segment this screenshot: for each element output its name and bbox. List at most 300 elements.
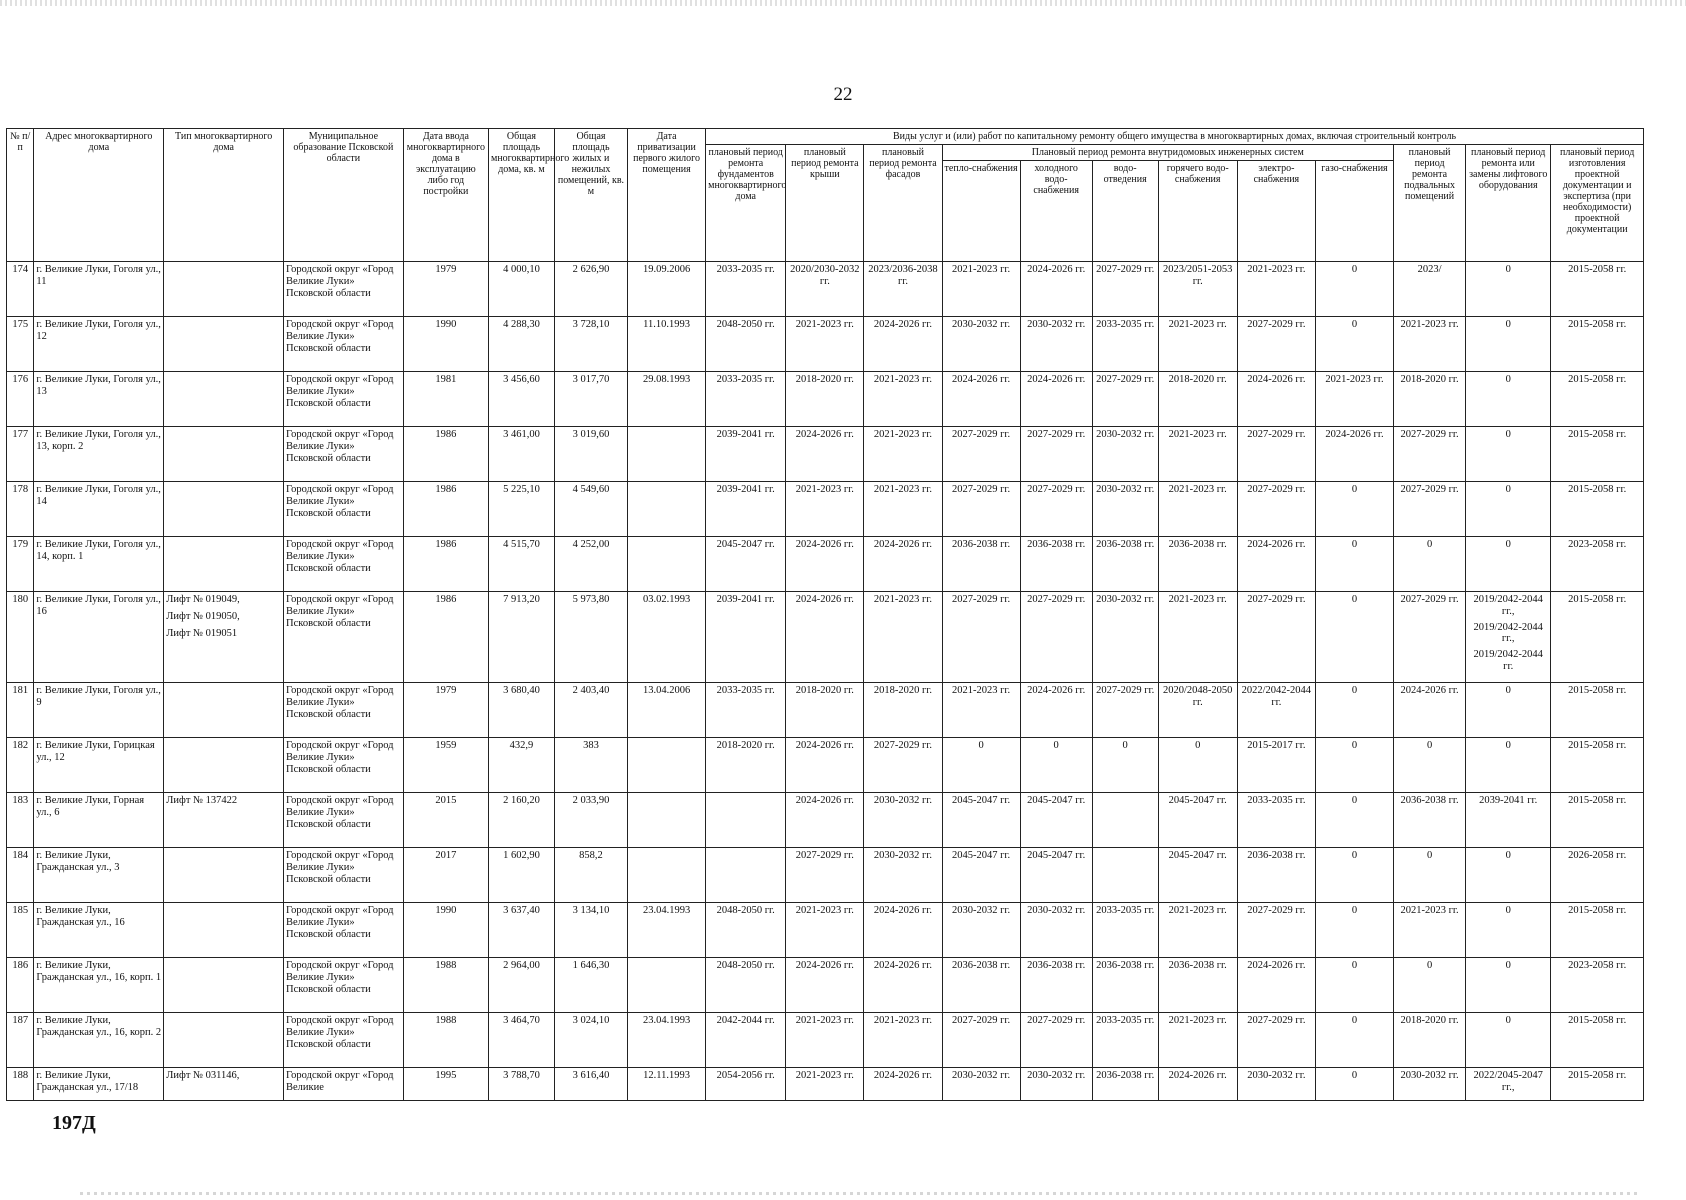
cell-heat: 2030-2032 гг.	[942, 317, 1020, 372]
cell-documentation: 2015-2058 гг.	[1551, 1068, 1644, 1101]
cell-privatization: 19.09.2006	[628, 262, 706, 317]
cell-electric: 2027-2029 гг.	[1237, 592, 1315, 683]
cell-foundation: 2048-2050 гг.	[706, 903, 786, 958]
cell-foundation: 2039-2041 гг.	[706, 427, 786, 482]
cell-facade: 2027-2029 гг.	[864, 738, 942, 793]
cell-facade: 2021-2023 гг.	[864, 482, 942, 537]
cell-heat: 2027-2029 гг.	[942, 592, 1020, 683]
cell-drainage: 2033-2035 гг.	[1092, 1013, 1158, 1068]
cell-type	[164, 1068, 284, 1101]
cell-total-area: 2 964,00	[488, 958, 554, 1013]
cell-hot-water: 2021-2023 гг.	[1158, 317, 1237, 372]
cell-electric: 2030-2032 гг.	[1237, 1068, 1315, 1101]
cell-gas: 2024-2026 гг.	[1315, 427, 1393, 482]
cell-elevator	[1466, 317, 1551, 372]
cell-documentation: 2015-2058 гг.	[1551, 903, 1644, 958]
table-row	[7, 793, 1644, 848]
cell-gas: 2021-2023 гг.	[1315, 372, 1393, 427]
cell-electric: 2027-2029 гг.	[1237, 903, 1315, 958]
cell-roof: 2024-2026 гг.	[786, 427, 864, 482]
cell-privatization: 13.04.2006	[628, 683, 706, 738]
cell-hot-water: 2023/2051-2053 гг.	[1158, 262, 1237, 317]
cell-hot-water: 2021-2023 гг.	[1158, 427, 1237, 482]
cell-gas: 0	[1315, 738, 1393, 793]
cell-drainage: 2027-2029 гг.	[1092, 683, 1158, 738]
cell-living-area: 3 017,70	[554, 372, 627, 427]
cell-foundation	[706, 848, 786, 903]
cell-living-area: 5 973,80	[554, 592, 627, 683]
cell-elevator	[1466, 592, 1551, 683]
cell-foundation: 2033-2035 гг.	[706, 683, 786, 738]
cell-num: 187	[7, 1013, 34, 1068]
cell-address: г. Великие Луки, Гоголя ул., 9	[34, 683, 164, 738]
cell-cold-water: 0	[1020, 738, 1092, 793]
cell-address: г. Великие Луки, Горная ул., 6	[34, 793, 164, 848]
header-privatization: Дата приватизации первого жилого помещения	[628, 129, 706, 262]
cell-cold-water: 2027-2029 гг.	[1020, 427, 1092, 482]
cell-drainage	[1092, 793, 1158, 848]
cell-documentation: 2015-2058 гг.	[1551, 738, 1644, 793]
cell-heat: 2045-2047 гг.	[942, 848, 1020, 903]
elevator-period: 0	[1505, 264, 1511, 275]
cell-total-area: 3 461,00	[488, 427, 554, 482]
cell-num: 176	[7, 372, 34, 427]
scan-edge-top	[0, 0, 1686, 6]
cell-documentation: 2015-2058 гг.	[1551, 372, 1644, 427]
cell-living-area: 4 549,60	[554, 482, 627, 537]
header-heat: тепло-снабжения	[942, 161, 1020, 262]
lift-id: Лифт № 019050,	[166, 610, 240, 622]
cell-privatization	[628, 848, 706, 903]
cell-gas: 0	[1315, 848, 1393, 903]
cell-address: г. Великие Луки, Гоголя ул., 12	[34, 317, 164, 372]
footer-code: 197Д	[52, 1112, 96, 1134]
cell-facade: 2024-2026 гг.	[864, 903, 942, 958]
cell-drainage: 2027-2029 гг.	[1092, 372, 1158, 427]
cell-basement: 2036-2038 гг.	[1394, 793, 1466, 848]
table-row	[7, 1013, 1644, 1068]
elevator-period: 2019/2042-2044 гг.	[1473, 649, 1543, 672]
cell-total-area: 3 637,40	[488, 903, 554, 958]
table-row	[7, 1068, 1644, 1101]
cell-num: 177	[7, 427, 34, 482]
cell-drainage: 2030-2032 гг.	[1092, 482, 1158, 537]
cell-roof: 2018-2020 гг.	[786, 372, 864, 427]
cell-electric: 2015-2017 гг.	[1237, 738, 1315, 793]
lift-id: Лифт № 019051	[166, 627, 238, 639]
cell-type	[164, 482, 284, 537]
cell-cold-water: 2024-2026 гг.	[1020, 683, 1092, 738]
cell-year: 1979	[403, 683, 488, 738]
cell-documentation: 2015-2058 гг.	[1551, 317, 1644, 372]
repair-schedule-table	[6, 128, 1644, 1101]
cell-privatization	[628, 793, 706, 848]
cell-num: 185	[7, 903, 34, 958]
header-engineering: Плановый период ремонта внутридомовых инженерных систем	[942, 145, 1394, 161]
header-address: Адрес многоквартирного дома	[34, 129, 164, 262]
cell-address: г. Великие Луки, Гоголя ул., 11	[34, 262, 164, 317]
cell-electric: 2021-2023 гг.	[1237, 262, 1315, 317]
cell-basement: 2030-2032 гг.	[1394, 1068, 1466, 1101]
cell-num: 188	[7, 1068, 34, 1101]
cell-drainage: 2030-2032 гг.	[1092, 427, 1158, 482]
cell-total-area: 3 456,60	[488, 372, 554, 427]
cell-facade: 2024-2026 гг.	[864, 958, 942, 1013]
cell-total-area: 2 160,20	[488, 793, 554, 848]
cell-foundation: 2039-2041 гг.	[706, 482, 786, 537]
cell-cold-water: 2036-2038 гг.	[1020, 958, 1092, 1013]
cell-cold-water: 2024-2026 гг.	[1020, 372, 1092, 427]
cell-privatization: 29.08.1993	[628, 372, 706, 427]
cell-foundation: 2042-2044 гг.	[706, 1013, 786, 1068]
header-services: Виды услуг и (или) работ по капитальному ремонту общего имущества в многоквартирных домах, включая строительный контроль	[706, 129, 1644, 145]
cell-elevator	[1466, 537, 1551, 592]
cell-basement: 2027-2029 гг.	[1394, 592, 1466, 683]
cell-roof: 2021-2023 гг.	[786, 1068, 864, 1101]
cell-total-area: 5 225,10	[488, 482, 554, 537]
lift-id: Лифт № 137422	[166, 795, 238, 806]
cell-hot-water: 2036-2038 гг.	[1158, 537, 1237, 592]
cell-year: 1981	[403, 372, 488, 427]
elevator-period: 0	[1505, 539, 1511, 550]
table-row	[7, 848, 1644, 903]
cell-roof: 2024-2026 гг.	[786, 793, 864, 848]
cell-type	[164, 958, 284, 1013]
cell-electric: 2036-2038 гг.	[1237, 848, 1315, 903]
cell-electric: 2027-2029 гг.	[1237, 1013, 1315, 1068]
cell-elevator	[1466, 427, 1551, 482]
elevator-period: 2022/2045-2047 гг.,	[1473, 1070, 1543, 1093]
cell-total-area: 1 602,90	[488, 848, 554, 903]
cell-roof: 2027-2029 гг.	[786, 848, 864, 903]
cell-cold-water: 2027-2029 гг.	[1020, 592, 1092, 683]
cell-gas: 0	[1315, 592, 1393, 683]
cell-hot-water: 2045-2047 гг.	[1158, 793, 1237, 848]
cell-elevator	[1466, 372, 1551, 427]
cell-hot-water: 2021-2023 гг.	[1158, 592, 1237, 683]
cell-documentation: 2015-2058 гг.	[1551, 262, 1644, 317]
cell-municipality: Городской округ «Город Великие Луки» Псковской области	[284, 958, 404, 1013]
cell-electric: 2033-2035 гг.	[1237, 793, 1315, 848]
cell-type	[164, 848, 284, 903]
cell-documentation: 2015-2058 гг.	[1551, 427, 1644, 482]
elevator-period: 0	[1505, 850, 1511, 861]
cell-total-area: 432,9	[488, 738, 554, 793]
cell-gas: 0	[1315, 1013, 1393, 1068]
elevator-period: 0	[1505, 960, 1511, 971]
cell-total-area: 3 464,70	[488, 1013, 554, 1068]
cell-type	[164, 793, 284, 848]
cell-year: 1986	[403, 537, 488, 592]
cell-facade: 2021-2023 гг.	[864, 427, 942, 482]
elevator-period: 2039-2041 гг.	[1479, 795, 1538, 806]
cell-foundation: 2018-2020 гг.	[706, 738, 786, 793]
cell-municipality: Городской округ «Город Великие Луки» Псковской области	[284, 683, 404, 738]
cell-heat: 2027-2029 гг.	[942, 1013, 1020, 1068]
cell-basement: 0	[1394, 537, 1466, 592]
cell-electric: 2022/2042-2044 гг.	[1237, 683, 1315, 738]
cell-year: 2017	[403, 848, 488, 903]
cell-elevator	[1466, 262, 1551, 317]
cell-documentation: 2023-2058 гг.	[1551, 537, 1644, 592]
cell-roof: 2020/2030-2032 гг.	[786, 262, 864, 317]
cell-drainage: 2036-2038 гг.	[1092, 537, 1158, 592]
cell-municipality: Городской округ «Город Великие Луки» Псковской области	[284, 482, 404, 537]
cell-basement: 0	[1394, 958, 1466, 1013]
scan-edge-bottom	[80, 1192, 1640, 1195]
elevator-period: 0	[1505, 429, 1511, 440]
cell-privatization: 23.04.1993	[628, 903, 706, 958]
header-roof: плановый период ремонта крыши	[786, 145, 864, 262]
table-row	[7, 903, 1644, 958]
cell-num: 181	[7, 683, 34, 738]
elevator-period: 2019/2042-2044 гг.,	[1473, 594, 1543, 617]
cell-hot-water: 0	[1158, 738, 1237, 793]
cell-drainage: 2036-2038 гг.	[1092, 1068, 1158, 1101]
table-row	[7, 482, 1644, 537]
cell-electric: 2027-2029 гг.	[1237, 317, 1315, 372]
cell-num: 182	[7, 738, 34, 793]
elevator-period: 0	[1505, 905, 1511, 916]
cell-living-area: 3 728,10	[554, 317, 627, 372]
cell-cold-water: 2030-2032 гг.	[1020, 1068, 1092, 1101]
cell-documentation: 2015-2058 гг.	[1551, 683, 1644, 738]
cell-address: г. Великие Луки, Гражданская ул., 16	[34, 903, 164, 958]
table-row	[7, 427, 1644, 482]
header-num: № п/п	[7, 129, 34, 262]
cell-type	[164, 537, 284, 592]
cell-year: 1979	[403, 262, 488, 317]
cell-municipality: Городской округ «Город Великие	[284, 1068, 404, 1101]
cell-cold-water: 2027-2029 гг.	[1020, 1013, 1092, 1068]
header-commission-date: Дата ввода многоквартирного дома в эксплуатацию либо год постройки	[403, 129, 488, 262]
cell-address: г. Великие Луки, Гражданская ул., 17/18	[34, 1068, 164, 1101]
cell-municipality: Городской округ «Город Великие Луки» Псковской области	[284, 537, 404, 592]
cell-electric: 2024-2026 гг.	[1237, 537, 1315, 592]
header-type: Тип многоквартирного дома	[164, 129, 284, 262]
cell-total-area: 4 288,30	[488, 317, 554, 372]
cell-num: 184	[7, 848, 34, 903]
cell-foundation: 2048-2050 гг.	[706, 958, 786, 1013]
cell-type	[164, 683, 284, 738]
cell-drainage: 2027-2029 гг.	[1092, 262, 1158, 317]
header-drainage: водо-отведения	[1092, 161, 1158, 262]
cell-cold-water: 2030-2032 гг.	[1020, 317, 1092, 372]
header-gas: газо-снабжения	[1315, 161, 1393, 262]
cell-heat: 2030-2032 гг.	[942, 903, 1020, 958]
cell-roof: 2021-2023 гг.	[786, 903, 864, 958]
cell-municipality: Городской округ «Город Великие Луки» Псковской области	[284, 1013, 404, 1068]
cell-type	[164, 738, 284, 793]
cell-municipality: Городской округ «Город Великие Луки» Псковской области	[284, 427, 404, 482]
cell-year: 1986	[403, 592, 488, 683]
cell-gas: 0	[1315, 903, 1393, 958]
cell-basement: 0	[1394, 738, 1466, 793]
cell-electric: 2027-2029 гг.	[1237, 427, 1315, 482]
cell-facade: 2021-2023 гг.	[864, 372, 942, 427]
table-row	[7, 683, 1644, 738]
cell-year: 1986	[403, 427, 488, 482]
cell-type	[164, 317, 284, 372]
lift-id: Лифт № 031146,	[166, 1070, 240, 1081]
cell-municipality: Городской округ «Город Великие Луки» Псковской области	[284, 372, 404, 427]
cell-facade: 2018-2020 гг.	[864, 683, 942, 738]
table-row	[7, 262, 1644, 317]
table-row	[7, 738, 1644, 793]
elevator-period: 0	[1505, 740, 1511, 751]
cell-foundation: 2045-2047 гг.	[706, 537, 786, 592]
cell-privatization: 03.02.1993	[628, 592, 706, 683]
table-body	[7, 262, 1644, 1101]
cell-gas: 0	[1315, 683, 1393, 738]
cell-documentation: 2015-2058 гг.	[1551, 1013, 1644, 1068]
cell-num: 179	[7, 537, 34, 592]
cell-cold-water: 2024-2026 гг.	[1020, 262, 1092, 317]
cell-address: г. Великие Луки, Гоголя ул., 13	[34, 372, 164, 427]
cell-drainage: 2030-2032 гг.	[1092, 592, 1158, 683]
cell-type	[164, 903, 284, 958]
cell-foundation	[706, 793, 786, 848]
cell-cold-water: 2045-2047 гг.	[1020, 848, 1092, 903]
cell-num: 183	[7, 793, 34, 848]
cell-roof: 2021-2023 гг.	[786, 482, 864, 537]
cell-facade: 2024-2026 гг.	[864, 317, 942, 372]
cell-elevator	[1466, 958, 1551, 1013]
cell-address: г. Великие Луки, Гражданская ул., 16, корп. 2	[34, 1013, 164, 1068]
cell-heat: 2021-2023 гг.	[942, 262, 1020, 317]
cell-total-area: 3 680,40	[488, 683, 554, 738]
cell-cold-water: 2045-2047 гг.	[1020, 793, 1092, 848]
header-basement: плановый период ремонта подвальных помещений	[1394, 145, 1466, 262]
cell-roof: 2024-2026 гг.	[786, 537, 864, 592]
cell-drainage: 2036-2038 гг.	[1092, 958, 1158, 1013]
elevator-period: 0	[1505, 685, 1511, 696]
cell-type	[164, 372, 284, 427]
cell-gas: 0	[1315, 958, 1393, 1013]
cell-total-area: 4 515,70	[488, 537, 554, 592]
cell-cold-water: 2027-2029 гг.	[1020, 482, 1092, 537]
header-foundation: плановый период ремонта фундаментов многоквартирного дома	[706, 145, 786, 262]
cell-living-area: 3 134,10	[554, 903, 627, 958]
cell-privatization: 23.04.1993	[628, 1013, 706, 1068]
cell-living-area: 3 616,40	[554, 1068, 627, 1101]
cell-gas: 0	[1315, 793, 1393, 848]
cell-facade: 2024-2026 гг.	[864, 1068, 942, 1101]
cell-municipality: Городской округ «Город Великие Луки» Псковской области	[284, 793, 404, 848]
elevator-period: 0	[1505, 319, 1511, 330]
cell-foundation: 2033-2035 гг.	[706, 372, 786, 427]
header-municipality: Муниципальное образование Псковской области	[284, 129, 404, 262]
cell-documentation: 2026-2058 гг.	[1551, 848, 1644, 903]
cell-facade: 2021-2023 гг.	[864, 1013, 942, 1068]
cell-total-area: 7 913,20	[488, 592, 554, 683]
cell-num: 175	[7, 317, 34, 372]
cell-num: 186	[7, 958, 34, 1013]
cell-type	[164, 262, 284, 317]
cell-hot-water: 2021-2023 гг.	[1158, 903, 1237, 958]
cell-foundation: 2048-2050 гг.	[706, 317, 786, 372]
table-row	[7, 372, 1644, 427]
cell-hot-water: 2018-2020 гг.	[1158, 372, 1237, 427]
cell-elevator	[1466, 738, 1551, 793]
cell-roof: 2024-2026 гг.	[786, 592, 864, 683]
cell-elevator	[1466, 1013, 1551, 1068]
elevator-period: 2019/2042-2044 гг.,	[1473, 621, 1543, 645]
cell-gas: 0	[1315, 537, 1393, 592]
cell-address: г. Великие Луки, Гоголя ул., 14	[34, 482, 164, 537]
cell-year: 1986	[403, 482, 488, 537]
cell-heat: 2027-2029 гг.	[942, 427, 1020, 482]
cell-privatization	[628, 738, 706, 793]
cell-elevator	[1466, 848, 1551, 903]
cell-municipality: Городской округ «Город Великие Луки» Псковской области	[284, 903, 404, 958]
cell-total-area: 4 000,10	[488, 262, 554, 317]
cell-facade: 2030-2032 гг.	[864, 793, 942, 848]
cell-address: г. Великие Луки, Горицкая ул., 12	[34, 738, 164, 793]
cell-heat: 0	[942, 738, 1020, 793]
cell-num: 174	[7, 262, 34, 317]
cell-elevator	[1466, 793, 1551, 848]
cell-address: г. Великие Луки, Гоголя ул., 13, корп. 2	[34, 427, 164, 482]
header-total-area: Общая площадь многоквартирного дома, кв. м	[488, 129, 554, 262]
cell-type	[164, 592, 284, 683]
cell-living-area: 1 646,30	[554, 958, 627, 1013]
cell-basement: 2024-2026 гг.	[1394, 683, 1466, 738]
cell-elevator	[1466, 903, 1551, 958]
cell-hot-water: 2036-2038 гг.	[1158, 958, 1237, 1013]
cell-gas: 0	[1315, 317, 1393, 372]
cell-elevator	[1466, 1068, 1551, 1101]
cell-hot-water: 2020/2048-2050 гг.	[1158, 683, 1237, 738]
cell-roof: 2021-2023 гг.	[786, 1013, 864, 1068]
cell-living-area: 858,2	[554, 848, 627, 903]
cell-facade: 2030-2032 гг.	[864, 848, 942, 903]
header-documentation: плановый период изготовления проектной документации и экспертиза (при необходимости) проектной документации	[1551, 145, 1644, 262]
cell-year: 1988	[403, 958, 488, 1013]
cell-basement: 2021-2023 гг.	[1394, 317, 1466, 372]
cell-heat: 2030-2032 гг.	[942, 1068, 1020, 1101]
cell-municipality: Городской округ «Город Великие Луки» Псковской области	[284, 592, 404, 683]
cell-privatization	[628, 958, 706, 1013]
cell-privatization	[628, 427, 706, 482]
cell-living-area: 3 019,60	[554, 427, 627, 482]
cell-year: 1959	[403, 738, 488, 793]
table-row	[7, 317, 1644, 372]
cell-year: 1995	[403, 1068, 488, 1101]
header-living-area: Общая площадь жилых и нежилых помещений, кв. м	[554, 129, 627, 262]
cell-privatization	[628, 482, 706, 537]
cell-year: 1988	[403, 1013, 488, 1068]
cell-electric: 2024-2026 гг.	[1237, 958, 1315, 1013]
cell-basement: 2018-2020 гг.	[1394, 372, 1466, 427]
cell-living-area: 2 403,40	[554, 683, 627, 738]
cell-heat: 2036-2038 гг.	[942, 958, 1020, 1013]
cell-hot-water: 2045-2047 гг.	[1158, 848, 1237, 903]
table-row	[7, 958, 1644, 1013]
elevator-period: 0	[1505, 374, 1511, 385]
page-number: 22	[833, 84, 853, 105]
cell-municipality: Городской округ «Город Великие Луки» Псковской области	[284, 848, 404, 903]
cell-address: г. Великие Луки, Гражданская ул., 3	[34, 848, 164, 903]
cell-gas: 0	[1315, 482, 1393, 537]
cell-electric: 2024-2026 гг.	[1237, 372, 1315, 427]
cell-facade: 2021-2023 гг.	[864, 592, 942, 683]
cell-privatization	[628, 537, 706, 592]
header-cold-water: холодного водо-снабжения	[1020, 161, 1092, 262]
cell-roof: 2018-2020 гг.	[786, 683, 864, 738]
cell-type	[164, 1013, 284, 1068]
cell-gas: 0	[1315, 262, 1393, 317]
